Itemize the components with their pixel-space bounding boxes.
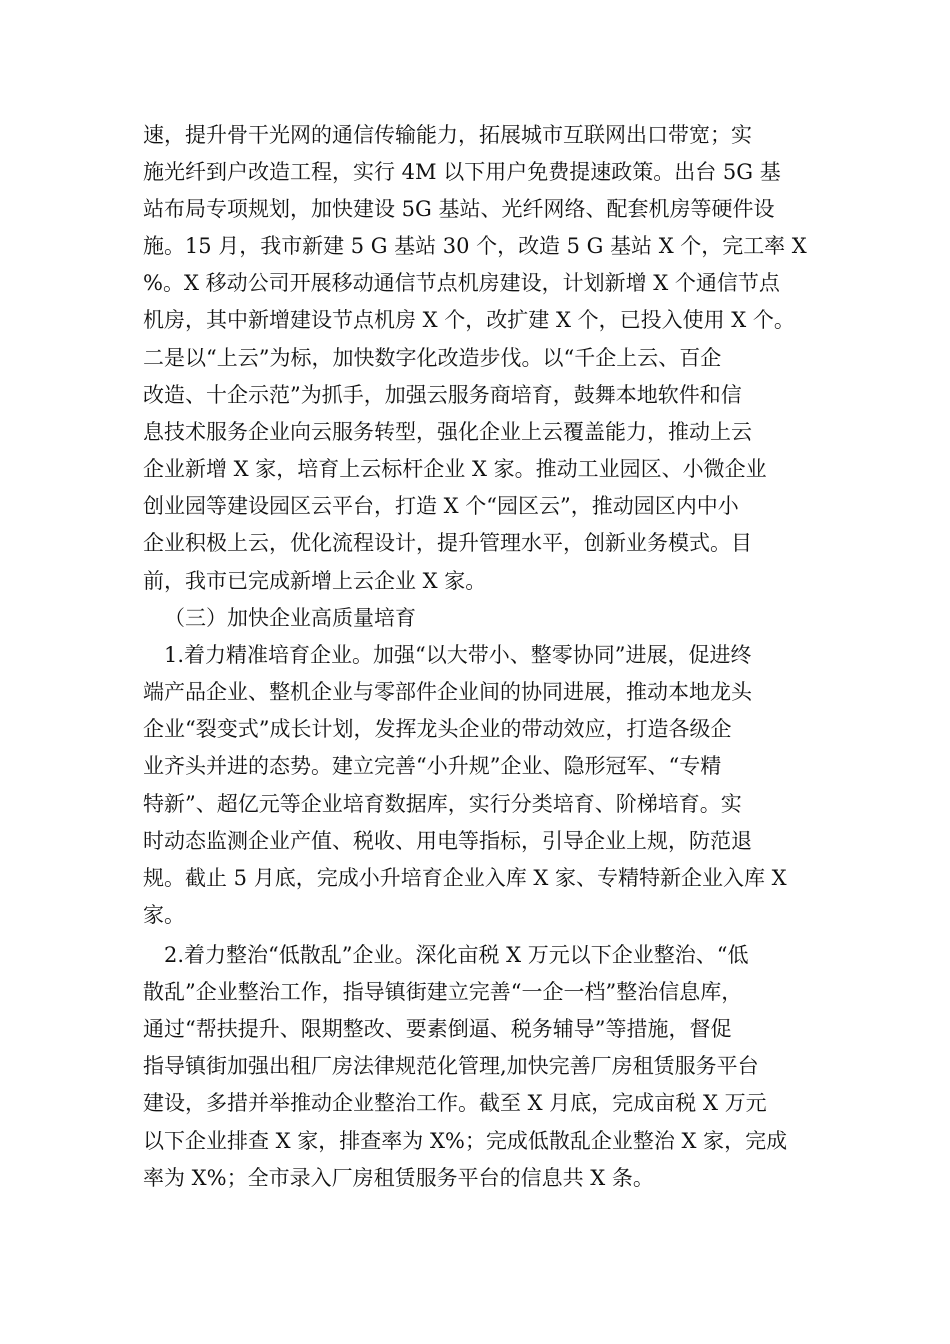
text-line: 散乱”企业整治工作，指导镇街建立完善“一企一档”整治信息库， bbox=[143, 980, 743, 1004]
text-line: %。X 移动公司开展移动通信节点机房建设，计划新增 X 个通信节点 bbox=[143, 271, 780, 295]
text-line: 企业“裂变式”成长计划，发挥龙头企业的带动效应，打造各级企 bbox=[143, 717, 732, 741]
text-line: 机房，其中新增建设节点机房 X 个，改扩建 X 个，已投入使用 X 个。 bbox=[143, 308, 795, 332]
text-line: 规。截止 5 月底，完成小升培育企业入库 X 家、专精特新企业入库 X bbox=[143, 866, 787, 890]
text-line: 业齐头并进的态势。建立完善“小升规”企业、隐形冠军、“专精 bbox=[143, 754, 722, 778]
text-line: 企业积极上云，优化流程设计，提升管理水平，创新业务模式。目 bbox=[143, 531, 752, 555]
text-line: 速，提升骨干光网的通信传输能力，拓展城市互联网出口带宽；实 bbox=[143, 123, 752, 147]
text-line: 施光纤到户改造工程，实行 4M 以下用户免费提速政策。出台 5G 基 bbox=[143, 160, 781, 184]
text-line: 时动态监测企业产值、税收、用电等指标，引导企业上规，防范退 bbox=[143, 829, 752, 853]
text-line: 改造、十企示范”为抓手，加强云服务商培育，鼓舞本地软件和信 bbox=[143, 383, 742, 407]
text-line: 创业园等建设园区云平台，打造 X 个“园区云”，推动园区内中小 bbox=[143, 494, 739, 518]
paragraph-first-line: 1.着力精准培育企业。加强“以大带小、整零协同”进展，促进终 bbox=[164, 643, 752, 667]
text-line: 站布局专项规划，加快建设 5G 基站、光纤网络、配套机房等硬件设 bbox=[143, 197, 775, 221]
text-line: 率为 X%；全市录入厂房租赁服务平台的信息共 X 条。 bbox=[143, 1166, 654, 1190]
paragraph-first-line: 2.着力整治“低散乱”企业。深化亩税 X 万元以下企业整治、“低 bbox=[164, 943, 749, 967]
text-line: 以下企业排查 X 家，排查率为 X%；完成低散乱企业整治 X 家，完成 bbox=[143, 1129, 788, 1153]
text-line: 通过“帮扶提升、限期整改、要素倒逼、税务辅导”等措施，督促 bbox=[143, 1017, 732, 1041]
text-line: 指导镇街加强出租厂房法律规范化管理,加快完善厂房租赁服务平台 bbox=[143, 1054, 759, 1078]
text-line: 息技术服务企业向云服务转型，强化企业上云覆盖能力，推动上云 bbox=[143, 420, 752, 444]
section-heading: （三）加快企业高质量培育 bbox=[164, 606, 416, 630]
text-line: 家。 bbox=[143, 903, 185, 927]
text-line: 建设，多措并举推动企业整治工作。截至 X 月底，完成亩税 X 万元 bbox=[143, 1091, 767, 1115]
text-line: 二是以“上云”为标，加快数字化改造步伐。以“千企上云、百企 bbox=[143, 346, 722, 370]
text-line: 前，我市已完成新增上云企业 X 家。 bbox=[143, 569, 487, 593]
text-line: 端产品企业、整机企业与零部件企业间的协同进展，推动本地龙头 bbox=[143, 680, 752, 704]
text-line: 特新”、超亿元等企业培育数据库，实行分类培育、阶梯培育。实 bbox=[143, 792, 742, 816]
text-line: 企业新增 X 家，培育上云标杆企业 X 家。推动工业园区、小微企业 bbox=[143, 457, 767, 481]
text-line: 施。15 月，我市新建 5 G 基站 30 个，改造 5 G 基站 X 个，完工率 X bbox=[143, 234, 807, 258]
